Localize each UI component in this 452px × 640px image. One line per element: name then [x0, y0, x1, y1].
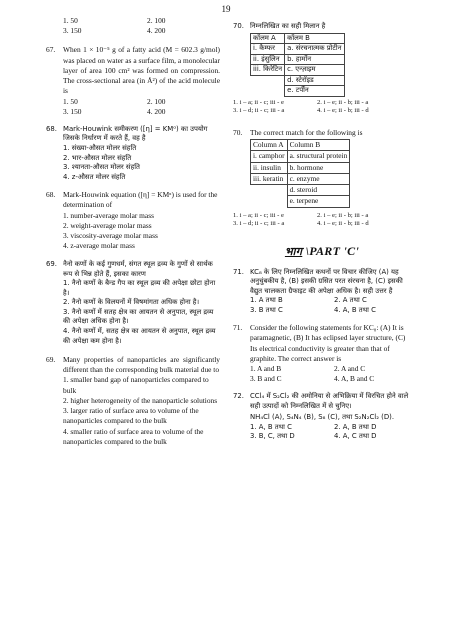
- question-69-hindi: [46, 260, 220, 346]
- option: 3. larger ratio of surface area to volume of the nanoparticles compared to the bulk: [63, 406, 199, 426]
- table-cell: a. संरचनात्मक प्रोटीन: [285, 44, 344, 55]
- table-cell: i. camphor: [251, 151, 288, 162]
- question-72-hindi: [233, 392, 411, 442]
- table-cell: d. स्टेरॉइड: [285, 75, 344, 86]
- option: 4. i – e; ii - b; iii - d: [317, 220, 369, 228]
- question-number: 68.: [46, 124, 57, 133]
- question-number: 70.: [233, 128, 243, 138]
- table-cell: iii. किरेटिन: [251, 65, 285, 76]
- table-header: कॉलम A: [251, 33, 285, 44]
- question-number: 71.: [233, 323, 243, 333]
- question-number: 69.: [46, 355, 56, 365]
- table-cell: a. structural protein: [287, 151, 350, 162]
- option: 2. weight-average molar mass: [63, 220, 152, 230]
- question-number: 70.: [233, 22, 244, 30]
- option: 2. 100: [147, 16, 166, 25]
- option: 2. 100: [147, 96, 166, 106]
- option: 3. viscosity-average molar mass: [63, 230, 158, 240]
- section-heading-english: \PART 'C': [305, 243, 360, 258]
- question-67: [46, 45, 220, 117]
- option: 3. i – d; ii - c; iii - a: [233, 220, 285, 228]
- options: [250, 364, 411, 384]
- option: 1. संख्या-औसत मोलर संहति: [63, 144, 137, 152]
- table-cell: e. terpene: [287, 196, 350, 207]
- option: 3. B तथा C: [250, 305, 283, 314]
- table-cell: [251, 185, 288, 196]
- option: 4. z-औसत मोलर संहति: [63, 172, 126, 181]
- option: 4. smaller ratio of surface area to volume of the nanoparticles compared to the bulk: [63, 426, 204, 446]
- question-number: 71.: [233, 267, 244, 276]
- option: 1. 50: [63, 96, 78, 106]
- question-text: निम्नलिखित का सही मिलान है: [250, 22, 326, 30]
- option: 3. i – d; ii - c; iii - a: [233, 107, 285, 115]
- option: 1. नैनो कणों के बैन्ड गैप का स्थूल द्रव्य की अपेक्षा छोटा होना है।: [63, 279, 216, 297]
- question-text: CCl₄ में S₂Cl₂ की अमोनिया से अभिक्रिया में विरचित होने वाले सही उत्पादों को निम्नलिखित में से चुनिए।: [250, 392, 409, 410]
- option: 3. B, C, तथा D: [250, 432, 295, 441]
- option: 1. A, B तथा C: [250, 422, 292, 431]
- options: [233, 212, 411, 229]
- question-number: 69.: [46, 260, 57, 269]
- question-number: 72.: [233, 392, 244, 401]
- table-cell: i. कैम्फर: [251, 44, 285, 55]
- table-header: Column B: [287, 140, 350, 151]
- option: 1. i – a; ii - c; iii - e: [233, 98, 284, 106]
- section-heading: [233, 243, 411, 260]
- match-table: [250, 33, 345, 97]
- table-cell: b. हार्मोन: [285, 54, 344, 65]
- question-number: 68.: [46, 190, 56, 200]
- table-cell: b. hormone: [287, 162, 350, 173]
- option: 4. A, B and C: [334, 374, 375, 384]
- option: 4. A, C तथा D: [334, 432, 377, 441]
- option: 4. 200: [147, 106, 166, 116]
- option: 4. z-average molar mass: [63, 241, 135, 251]
- option: 3. 150: [63, 106, 82, 116]
- options: [63, 97, 220, 117]
- table-header: Column A: [251, 140, 288, 151]
- table-cell: d. steroid: [287, 185, 350, 196]
- question-text: Mark-Houwink समीकरण ([η] = KMᵅ) का उपयोग जिसके निर्धारण में करते हैं, वह है: [63, 124, 208, 143]
- option: 2. भार-औसत मोलर संहति: [63, 153, 132, 162]
- question-71-hindi: [233, 268, 411, 316]
- question-70-hindi: [233, 22, 411, 97]
- option: 4. A, B तथा C: [334, 305, 376, 314]
- options: [250, 423, 411, 442]
- table-cell: ii. इंसुलिन: [251, 54, 285, 65]
- option: 3. श्यानता-औसत मोलर संहति: [63, 163, 140, 172]
- table-cell: c. enzyme: [287, 173, 350, 184]
- question-text: Consider the following statements for KC₈: (A) It is paramagnetic, (B) It has eclipsed layer structure, (C) Its electrical conductivity is greater than that of graphite. The correct answer is: [250, 323, 406, 363]
- option: 1. number-average molar mass: [63, 210, 154, 220]
- table-cell: [251, 86, 285, 97]
- question-text: KC₈ के लिए निम्नलिखित कथनों पर विचार कीजिए (A) यह अनुचुंबकीय है, (B) इसकी ग्रसित परत संरचना है, (C) इसकी वैद्युत चालकता ग्रैफाइट की अपेक्षा अधिक है। सही उत्तर है: [250, 267, 403, 295]
- question-number: 67.: [46, 45, 56, 55]
- right-column: [233, 22, 411, 442]
- table-cell: ii. insulin: [251, 162, 288, 173]
- option: 2. नैनो कणों के विलयनों में विषमांगता अधिक होना है।: [63, 298, 200, 307]
- option: 1. i – a; ii - c; iii - e: [233, 211, 284, 219]
- option: 2. A and C: [334, 363, 366, 373]
- question-text: Mark-Houwink equation ([η] = KMᵅ) is used for the determination of: [63, 190, 218, 210]
- option: 2. i – e; ii - b; iii - a: [317, 211, 369, 219]
- option: 1. A and B: [250, 363, 282, 373]
- products-list: NH₄Cl (A), S₄N₄ (B), S₈ (C), तथा S₂N₂Cl₂ (D).: [250, 413, 395, 422]
- option: 3. नैनो कणों में सतह क्षेत्र का आयतन से अनुपात, स्थूल द्रव्य की अपेक्षा अधिक होना है।: [63, 307, 214, 326]
- question-68: [46, 190, 220, 251]
- page-number: 19: [221, 4, 231, 14]
- section-heading-hindi: भाग: [284, 244, 303, 258]
- question-69: [46, 355, 220, 447]
- top-options: [63, 16, 220, 36]
- table-cell: e. टर्पीन: [285, 86, 344, 97]
- question-text: Many properties of nanoparticles are significantly different than the corresponding bulk material due to: [63, 355, 220, 375]
- option: 4. 200: [147, 26, 166, 36]
- option: 3. 150: [63, 26, 82, 36]
- option: 2. higher heterogeneity of the nanoparticle solutions: [63, 395, 218, 405]
- match-table: [250, 139, 350, 207]
- question-71: [233, 323, 411, 384]
- options: [233, 99, 411, 116]
- table-header: कॉलम B: [285, 33, 344, 44]
- table-cell: [251, 196, 288, 207]
- question-text: नैनो कणों के कई गुणधर्म, संगत स्थूल द्रव्य के गुणों से सार्थक रूप से भिन्न होते हैं, इसका कारण: [63, 260, 213, 278]
- question-68-hindi: [46, 125, 220, 182]
- option: 2. i – e; ii - b; iii - a: [317, 98, 369, 106]
- left-column: [46, 16, 220, 447]
- question-70: [233, 128, 411, 208]
- table-cell: iii. keratin: [251, 173, 288, 184]
- option: 1. A तथा B: [250, 296, 283, 305]
- options: [250, 296, 411, 315]
- option: 3. B and C: [250, 374, 282, 384]
- question-text: When 1 × 10⁻⁵ g of a fatty acid (M = 602.3 g/mol) was placed on water as a surface film, a monolecular layer of area 100 cm² was formed on compression. The cross-sectional area (in Å²) of the acid molecule is: [63, 45, 220, 96]
- question-text: The correct match for the following is: [250, 128, 363, 138]
- option: 4. i – e; ii - b; iii - d: [317, 107, 369, 115]
- option: 1. 50: [63, 16, 78, 25]
- option: 1. smaller band gap of nanoparticles compared to bulk: [63, 375, 209, 395]
- table-cell: [251, 75, 285, 86]
- table-cell: c. एन्ज़ाइम: [285, 65, 344, 76]
- option: 2. A तथा C: [334, 296, 367, 305]
- option: 4. नैनो कणों में, सतह क्षेत्र का आयतन से अनुपात, स्थूल द्रव्य की अपेक्षा कम होना है।: [63, 326, 216, 345]
- option: 2. A, B तथा D: [334, 422, 377, 431]
